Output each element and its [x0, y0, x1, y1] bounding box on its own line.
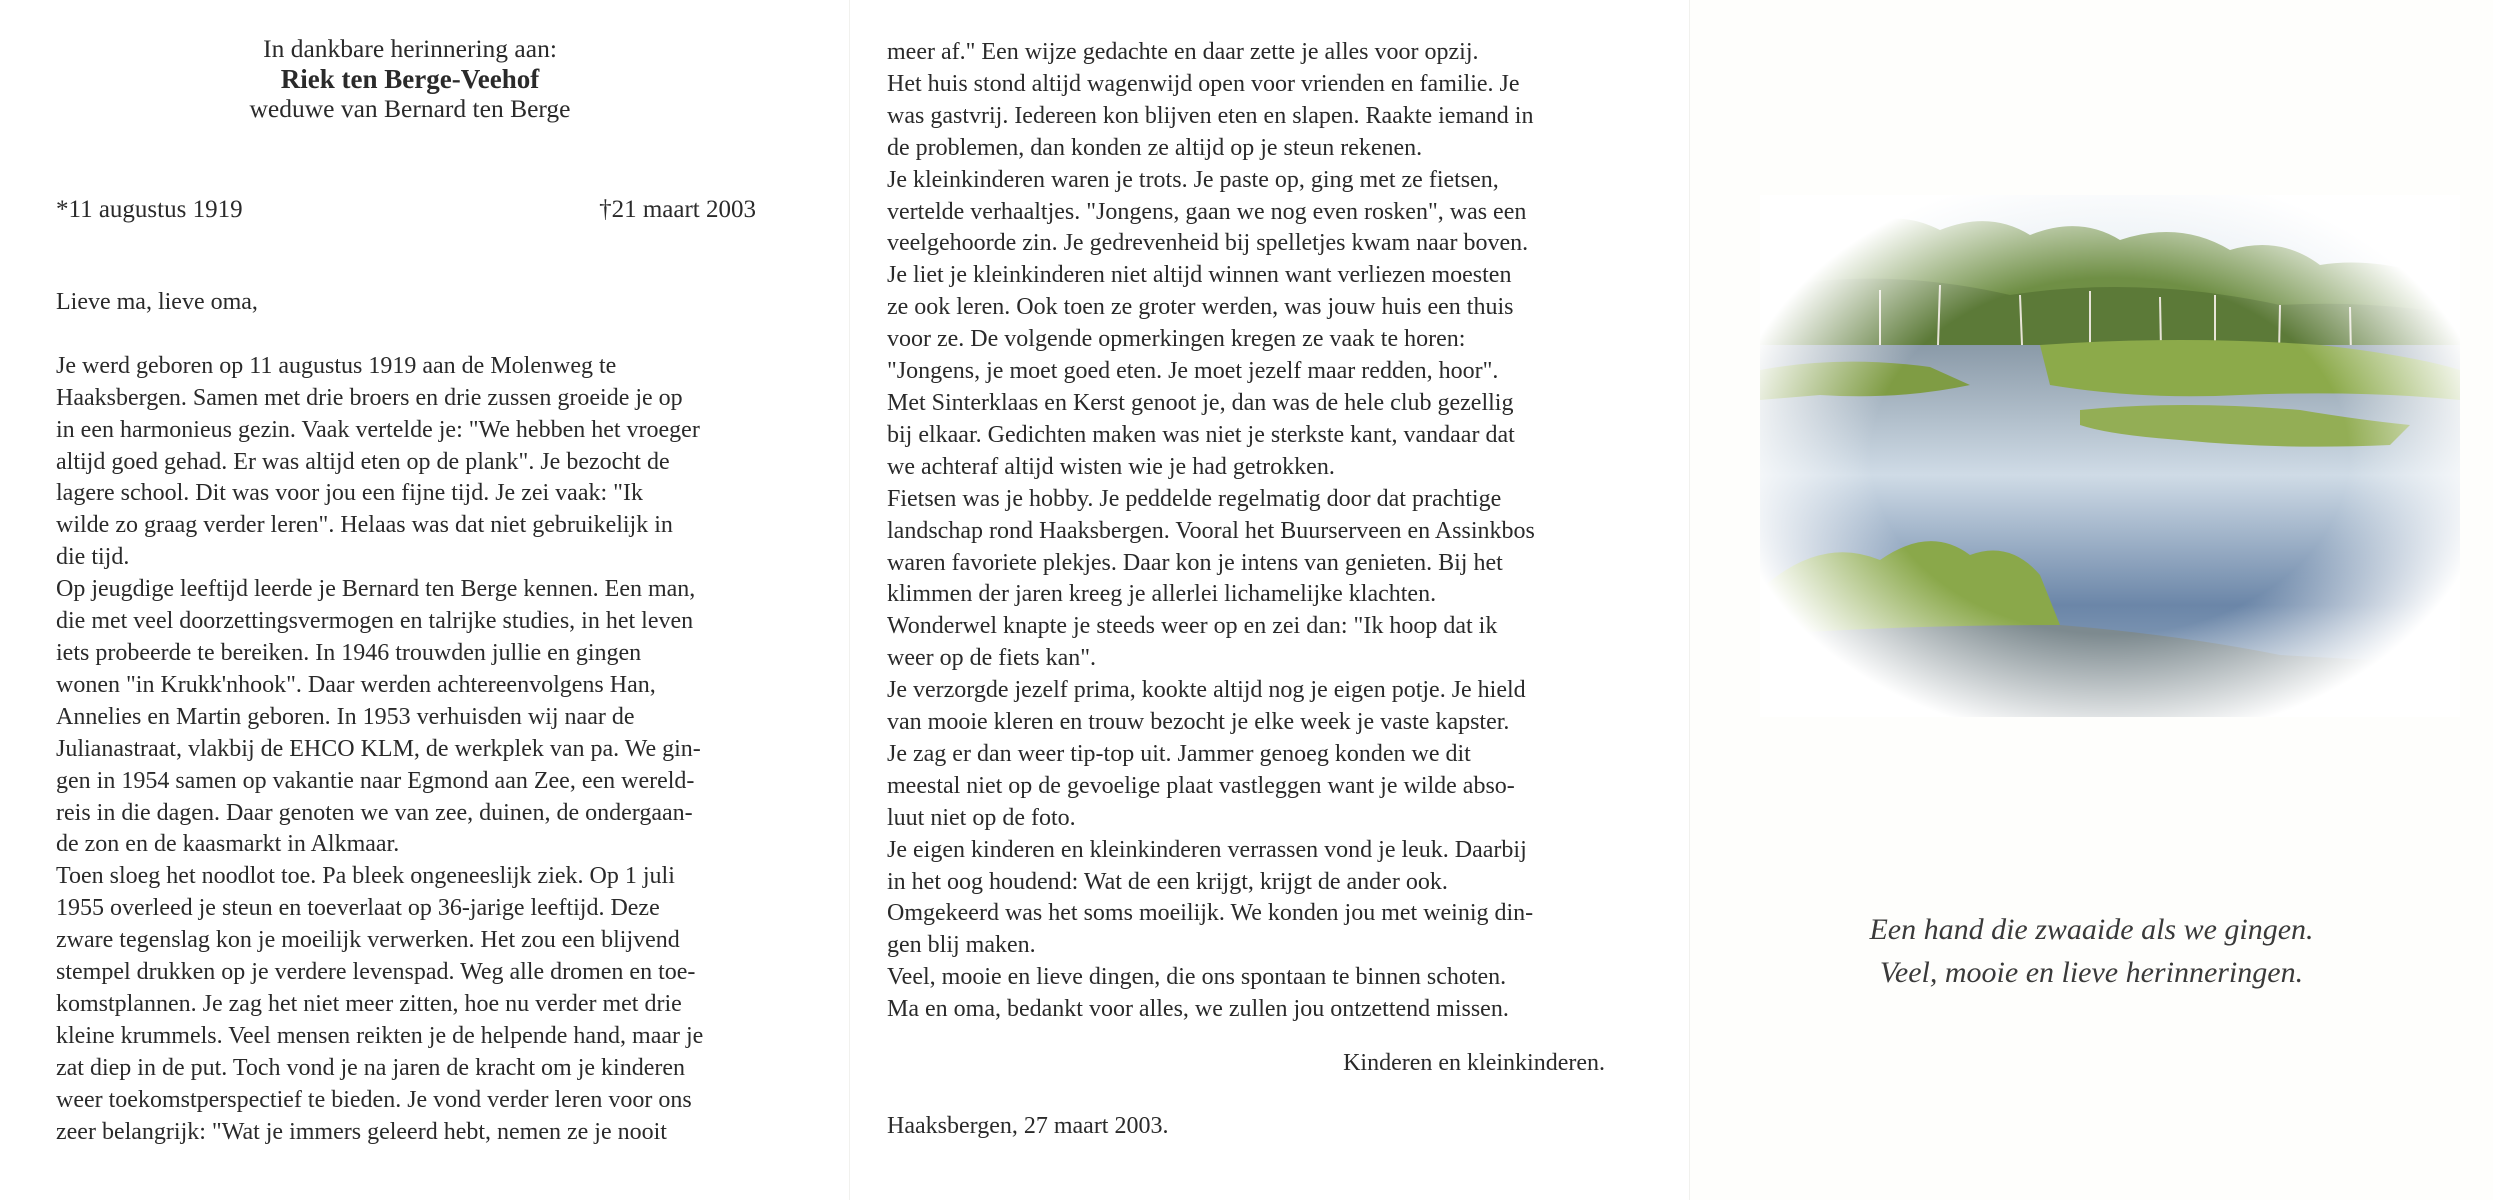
- death-date: †21 maart 2003: [599, 196, 756, 223]
- life-dates: [56, 196, 756, 224]
- card-header: [0, 34, 820, 124]
- letter-column-2: meer af." Een wijze gedachte en daar zette je alles voor opzij. Het huis stond altijd wagenwijd open voor vrienden en familie. Je was gastvrij. Iedereen kon blijven eten en slapen. Raakte iemand in de problemen, dan konden ze altijd op je steun rekenen. Je kleinkinderen waren je trots. Je paste op, ging met ze fietsen, vertelde verhaaltjes. "Jongens, gaan we nog even rosken", was een veelgehoorde zin. Je gedrevenheid bij spelletjes kwam naar boven. Je liet je kleinkinderen niet altijd winnen want verliezen moesten ze ook leren. Ook toen ze groter werden, was jouw huis een thuis voor ze. De volgende opmerkingen kregen ze vaak te horen: "Jongens, je moet goed eten. Je moet jezelf maar redden, hoor". Met Sinterklaas en Kerst genoot je, dan was de hele club gezellig bij elkaar. Gedichten maken was niet je sterkste kant, vandaar dat we achteraf altijd wisten wie je had getrokken. Fietsen was je hobby. Je peddelde regelmatig door dat prachtige landschap rond Haaksbergen. Vooral het Buurserveen en Assinkbos waren favoriete plekjes. Daar kon je intens van genieten. Bij het klimmen der jaren kreeg je allerlei lichamelijke klachten. Wonderwel knapte je steeds weer op en zei dan: "Ik hoop dat ik weer op de fiets kan". Je verzorgde jezelf prima, kookte altijd nog je eigen potje. Je hield van mooie kleren en trouw bezocht je elke week je vaste kapster. Je zag er dan weer tip-top uit. Jammer genoeg konden we dit meestal niet op de gevoelige plaat vastleggen want je wilde abso- luut niet op de foto. Je eigen kinderen en kleinkinderen verrassen vond je leuk. Daarbij in het oog houdend: Wat de een krijgt, krijgt de ander ook. Omgekeerd was het soms moeilijk. We konden jou met weinig din- gen blij maken. Veel, mooie en lieve dingen, die ons spontaan te binnen schoten. Ma en oma, bedankt voor alles, we zullen jou ontzettend missen.: [887, 39, 1535, 1023]
- right-page: [1690, 0, 2493, 1200]
- header-intro: In dankbare herinnering aan:: [263, 34, 557, 63]
- place-date: Haaksbergen, 27 maart 2003.: [887, 1113, 1169, 1139]
- deceased-name: Riek ten Berge-Veehof: [280, 64, 540, 94]
- left-page: [0, 0, 850, 1200]
- header-subtitle: weduwe van Bernard ten Berge: [249, 94, 571, 123]
- poem-line-2: Veel, mooie en lieve herinneringen.: [1879, 956, 2304, 989]
- letter-column-1: Lieve ma, lieve oma, Je werd geboren op 11 augustus 1919 aan de Molenweg te Haaksbergen. Samen met drie broers en drie zussen groeide je op in een harmonieus gezin. Vaak vertelde je: "We hebben het vroeger altijd goed gehad. Er was altijd eten op de plank". Je bezocht de lagere school. Dit was voor jou een fijne tijd. Je zei vaak: "Ik wilde zo graag verder leren". Helaas was dat niet gebruikelijk in die tijd. Op jeugdige leeftijd leerde je Bernard ten Berge kennen. Een man, die met veel doorzettingsvermogen en talrijke studies, in het leven iets probeerde te bereiken. In 1946 trouwden jullie en gingen wonen "in Krukk'nhook". Daar werden achtereenvolgens Han, Annelies en Martin geboren. In 1953 verhuisden wij naar de Julianastraat, vlakbij de EHCO KLM, de werkplek van pa. We gin- gen in 1954 samen op vakantie naar Egmond aan Zee, een wereld- reis in die dagen. Daar genoten we van zee, duinen, de ondergaan- de zon en de kaasmarkt in Alkmaar. Toen sloeg het noodlot toe. Pa bleek ongeneeslijk ziek. Op 1 juli 1955 overleed je steun en toeverlaat op 36-jarige leeftijd. Deze zware tegenslag kon je moeilijk verwerken. Het zou een blijvend stempel drukken op je verdere levenspad. Weg alle dromen en toe- komstplannen. Je zag het niet meer zitten, hoe nu verder met drie kleine krummels. Veel mensen reikten je de helpende hand, maar je zat diep in de put. Toch vond je na jaren de kracht om je kinderen weer toekomstperspectief te bieden. Je vond verder leren voor ons zeer belangrijk: "Wat je immers geleerd hebt, nemen ze je nooit: [56, 289, 704, 1145]
- memorial-poem: [1690, 908, 2493, 994]
- landscape-photo: [1760, 195, 2460, 717]
- poem-line-1: Een hand die zwaaide als we gingen.: [1869, 913, 2314, 946]
- birth-date: *11 augustus 1919: [56, 196, 243, 223]
- middle-page: [850, 0, 1690, 1200]
- signature: Kinderen en kleinkinderen.: [1343, 1050, 1605, 1076]
